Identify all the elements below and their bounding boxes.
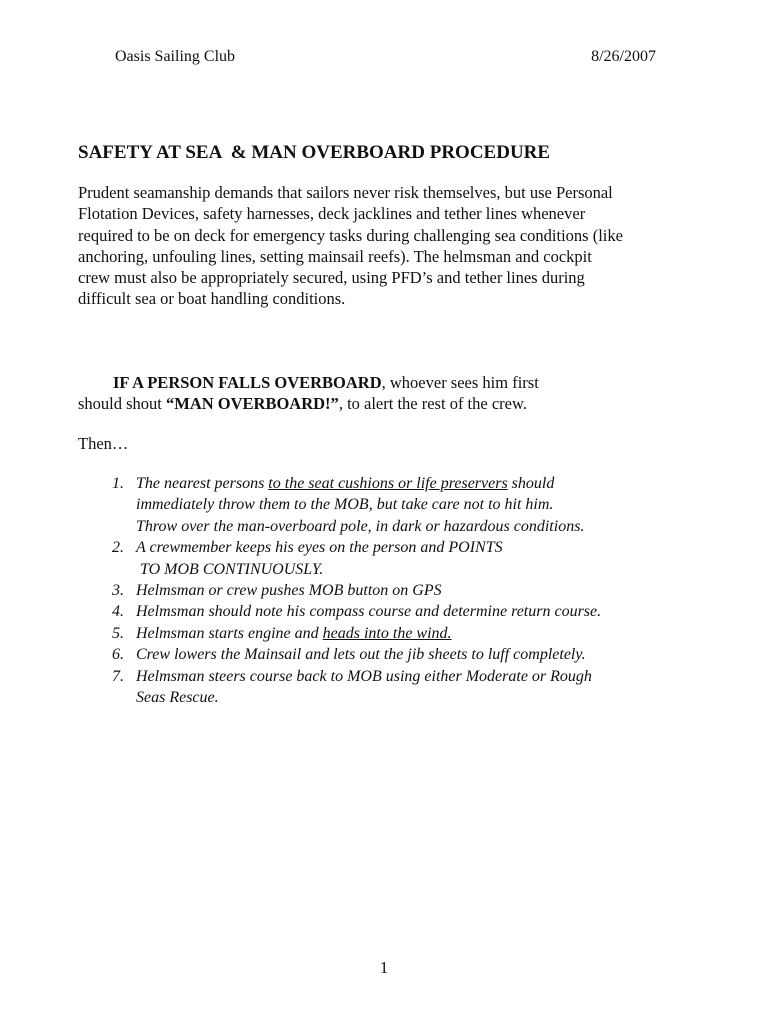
step-text: The nearest persons [136, 475, 269, 492]
step-number: 7. [112, 667, 124, 685]
step-number: 4. [112, 603, 124, 621]
step-number: 3. [112, 582, 124, 600]
document-title: SAFETY AT SEA & MAN OVERBOARD PROCEDURE [78, 142, 551, 163]
step-number: 6. [112, 646, 124, 664]
alert-text: , whoever sees him first [381, 373, 539, 392]
alert-shout: “MAN OVERBOARD!” [166, 394, 339, 414]
intro-line: Prudent seamanship demands that sailors never risk themselves, but use Personal [78, 183, 613, 202]
intro-line: Flotation Devices, safety harnesses, deck jacklines and tether lines whenever [78, 204, 586, 224]
page-number: 1 [379, 958, 389, 977]
step-line: Throw over the man-overboard pole, in dark or hazardous conditions. [136, 517, 585, 535]
step-underlined-text: to the seat cushions or life preservers [268, 475, 508, 492]
alert-line-1 [78, 372, 678, 393]
step-line: Crew lowers the Mainsail and lets out the jib sheets to luff completely. [136, 646, 586, 664]
step-number: 1. [112, 475, 124, 492]
step-line [136, 623, 672, 644]
step-item [112, 623, 672, 644]
intro-paragraph [78, 182, 678, 310]
alert-line-2 [78, 393, 678, 414]
step-item [112, 537, 672, 580]
intro-line: required to be on deck for emergency tasks during challenging sea conditions (like [78, 225, 623, 245]
step-number: 2. [112, 539, 124, 557]
overboard-alert-paragraph [78, 372, 678, 415]
header-date: 8/26/2007 [591, 48, 656, 65]
club-name: Oasis Sailing Club [115, 48, 236, 65]
step-text: should [507, 475, 555, 492]
intro-line: anchoring, unfouling lines, setting mainsail reefs). The helmsman and cockpit [78, 246, 592, 266]
step-number: 5. [112, 624, 124, 642]
step-line: Helmsman steers course back to MOB using either Moderate or Rough [136, 667, 592, 685]
then-label: Then… [78, 434, 129, 453]
alert-text: , to alert the rest of the crew. [338, 394, 527, 414]
step-line: Helmsman should note his compass course and determine return course. [136, 603, 602, 621]
step-item [112, 473, 672, 537]
step-line: A crewmember keeps his eyes on the person and POINTS [136, 539, 503, 557]
intro-line: difficult sea or boat handling conditions. [78, 289, 346, 309]
step-item [112, 580, 672, 601]
step-line: TO MOB CONTINUOUSLY. [140, 560, 324, 578]
intro-line: crew must also be appropriately secured, using PFD’s and tether lines during [78, 268, 585, 288]
step-item [112, 601, 672, 622]
alert-heading: IF A PERSON FALLS OVERBOARD [113, 373, 382, 392]
alert-text: should shout [78, 394, 167, 414]
step-line [136, 473, 672, 494]
procedure-steps [112, 473, 672, 708]
step-line: immediately throw them to the MOB, but take care not to hit him. [136, 496, 554, 514]
step-line: Helmsman or crew pushes MOB button on GPS [136, 582, 442, 600]
step-text: Helmsman starts engine and [136, 624, 323, 642]
step-line: Seas Rescue. [136, 689, 219, 707]
step-underlined-text: heads into the wind. [322, 624, 452, 642]
step-item [112, 666, 672, 709]
step-item [112, 644, 672, 665]
